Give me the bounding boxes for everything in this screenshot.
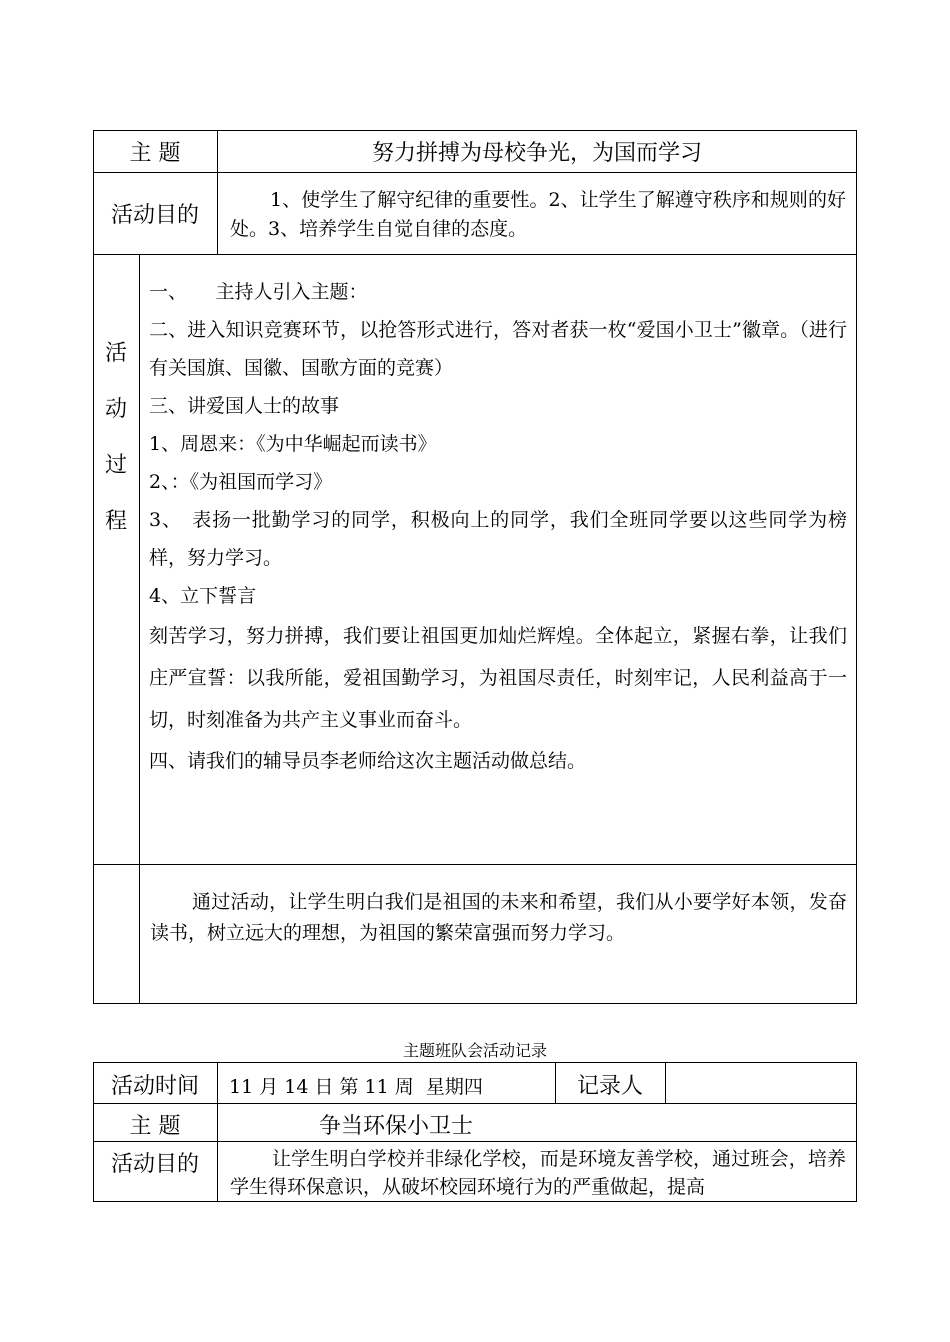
process-label-char: 过 — [104, 453, 127, 478]
col-divider — [665, 1062, 666, 1103]
time-label: 活动时间 — [110, 1074, 199, 1099]
process-label-char: 程 — [104, 509, 127, 534]
theme-label-2: 主 题 — [129, 1114, 181, 1139]
row-divider — [93, 254, 857, 255]
process-line: 二、进入知识竞赛环节，以抢答形式进行，答对者获一枚“爱国小卫士”徽章。（进行有关国旗、国徽、国歌方面的竞赛） — [149, 319, 847, 379]
process-label — [96, 326, 136, 550]
process-label-char: 活 — [104, 341, 127, 366]
process-content — [149, 273, 847, 781]
purpose-label-2: 活动目的 — [110, 1152, 199, 1177]
process-line: 3、 表扬一批勤学习的同学，积极向上的同学，我们全班同学要以这些同学为榜样，努力学习。 — [149, 509, 847, 569]
process-line: 三、讲爱国人士的故事 — [149, 395, 340, 417]
record-title: 主题班队会活动记录 — [402, 1041, 547, 1060]
purpose-label: 活动目的 — [110, 203, 199, 228]
col-divider — [139, 254, 140, 1004]
process-line: 4、立下誓言 — [149, 585, 257, 607]
process-line: 一、 主持人引入主题： — [149, 281, 368, 303]
row-divider — [93, 1141, 857, 1142]
row-divider — [93, 864, 857, 865]
row-divider — [93, 1103, 857, 1104]
recorder-label: 记录人 — [576, 1074, 643, 1099]
time-value: 11 月 14 日 第 11 周 星期四 — [229, 1076, 483, 1098]
col-divider — [217, 1062, 218, 1202]
summary-value: 通过活动，让学生明白我们是祖国的未来和希望，我们从小要学好本领，发奋读书，树立远大的理想，为祖国的繁荣富强而努力学习。 — [150, 891, 847, 944]
process-line: 1、周恩来：《为中华崛起而读书》 — [149, 433, 437, 455]
process-line: 刻苦学习，努力拼搏，我们要让祖国更加灿烂辉煌。全体起立，紧握右拳，让我们庄严宣誓：以我所能，爱祖国勤学习，为祖国尽责任，时刻牢记，人民利益高于一切，时刻准备为共产主义事业而奋斗。 — [149, 625, 847, 731]
theme-value: 努力拼搏为母校争光，为国而学习 — [371, 141, 702, 166]
process-line: 四、请我们的辅导员李老师给这次主题活动做总结。 — [149, 750, 587, 772]
process-line: 2、：《为祖国而学习》 — [149, 471, 333, 493]
purpose-value: 1、使学生了解守纪律的重要性。2、让学生了解遵守秩序和规则的好处。3、培养学生自觉自律的态度。 — [230, 189, 846, 240]
purpose-value-2: 让学生明白学校并非绿化学校，而是环境友善学校，通过班会，培养学生得环保意识，从破坏校园环境行为的严重做起，提高 — [230, 1148, 846, 1198]
process-label-char: 动 — [104, 397, 127, 422]
theme-label: 主 题 — [129, 141, 181, 166]
row-divider — [93, 172, 857, 173]
theme-value-2: 争当环保小卫士 — [319, 1114, 474, 1139]
